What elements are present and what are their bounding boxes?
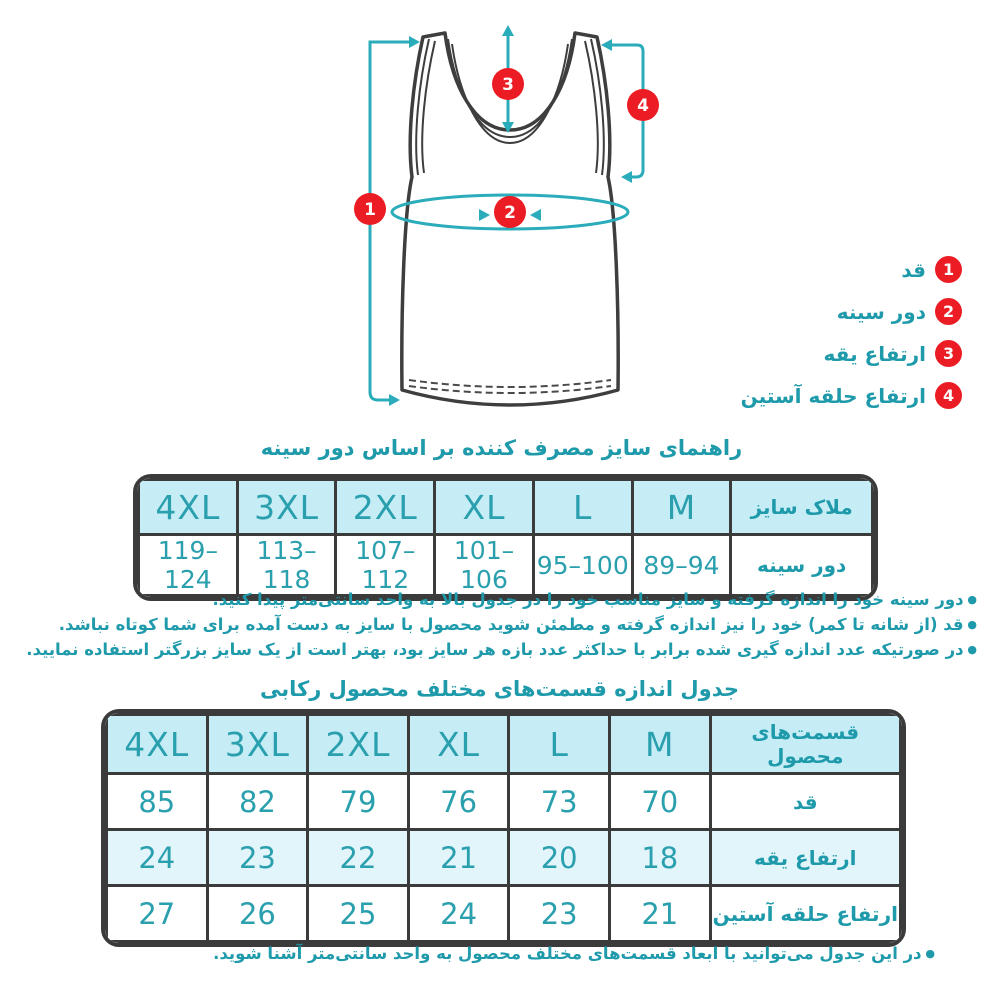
size-header: M <box>609 715 710 774</box>
value-cell: 73 <box>509 774 610 830</box>
value-cell: 27 <box>107 886 208 942</box>
legend-item-collar <box>824 340 962 367</box>
value-cell: 24 <box>408 886 509 942</box>
tank-top-diagram <box>325 12 685 424</box>
usage-notes <box>26 590 977 659</box>
chest-range-cell: 89–94 <box>632 535 731 596</box>
marker-3 <box>492 68 524 100</box>
legend-label: دور سینه <box>836 299 926 324</box>
arrowhead <box>409 36 420 48</box>
table-row-length <box>107 774 901 830</box>
table-row-collar <box>107 830 901 886</box>
svg-text:3: 3 <box>502 75 514 95</box>
value-cell: 79 <box>308 774 409 830</box>
legend-item-length <box>901 256 962 283</box>
arrowhead <box>389 394 400 406</box>
size-header: L <box>533 480 632 535</box>
size-header: 2XL <box>308 715 409 774</box>
marker-4 <box>627 89 659 121</box>
value-cell: 26 <box>207 886 308 942</box>
legend-label: ارتفاع یقه <box>823 341 926 366</box>
row-label-cell: ارتفاع حلقه آستین <box>710 886 900 942</box>
value-cell: 70 <box>609 774 710 830</box>
chest-range-cell: 101–106 <box>435 535 534 596</box>
table-row-armhole <box>107 886 901 942</box>
note-item: ● در صورتیکه عدد اندازه گیری شده برابر با حداکثر عدد بازه هر سایز بود، بهتر است از یک سایز بزرگتر استفاده نمایید. <box>26 640 977 659</box>
chest-range-cell: 107–112 <box>336 535 435 596</box>
svg-text:1: 1 <box>364 200 376 220</box>
size-header: M <box>632 480 731 535</box>
marker-2 <box>494 196 526 228</box>
table-row <box>139 535 873 596</box>
footer-note: ● در این جدول می‌توانید با ابعاد قسمت‌های مختلف محصول به واحد سانتی‌متر آشنا شوید. <box>213 944 935 963</box>
size-header: L <box>509 715 610 774</box>
value-cell: 18 <box>609 830 710 886</box>
value-cell: 22 <box>308 830 409 886</box>
svg-text:2: 2 <box>504 203 516 223</box>
legend-marker-1: 1 <box>935 256 962 283</box>
arrowhead <box>621 171 632 183</box>
table-header-row <box>139 480 873 535</box>
value-cell: 23 <box>509 886 610 942</box>
value-cell: 82 <box>207 774 308 830</box>
size-guide-table <box>133 474 878 601</box>
parts-table <box>101 709 906 947</box>
legend-item-armhole <box>741 382 962 409</box>
legend-label: قد <box>901 257 926 282</box>
value-cell: 76 <box>408 774 509 830</box>
chest-range-cell: 95–100 <box>533 535 632 596</box>
legend-item-chest <box>837 298 962 325</box>
legend-marker-3: 3 <box>935 340 962 367</box>
row-label-cell: دور سینه <box>731 535 873 596</box>
marker-1 <box>354 193 386 225</box>
row-label-cell: ارتفاع یقه <box>710 830 900 886</box>
size-header: 2XL <box>336 480 435 535</box>
svg-text:4: 4 <box>637 96 649 116</box>
size-guide-title: راهنمای سایز مصرف کننده بر اساس دور سینه <box>260 436 743 460</box>
size-header: XL <box>435 480 534 535</box>
note-item: ● دور سینه خود را اندازه گرفته و سایز مناسب خود را در جدول بالا به واحد سانتی‌متر پیدا کنید. <box>212 590 977 609</box>
criterion-header-cell: ملاک سایز <box>731 480 873 535</box>
value-cell: 21 <box>408 830 509 886</box>
value-cell: 85 <box>107 774 208 830</box>
size-header: 4XL <box>139 480 238 535</box>
size-header: XL <box>408 715 509 774</box>
value-cell: 23 <box>207 830 308 886</box>
value-cell: 24 <box>107 830 208 886</box>
row-label-cell: قد <box>710 774 900 830</box>
parts-header-cell: قسمت‌های محصول <box>710 715 900 774</box>
legend-marker-4: 4 <box>935 382 962 409</box>
arrowhead <box>502 25 514 36</box>
value-cell: 20 <box>509 830 610 886</box>
arrowhead <box>601 39 612 51</box>
note-item: ● قد (از شانه تا کمر) خود را نیز اندازه گرفته و مطمئن شوید محصول با سایز به دست آمده برای شما کوتاه نباشد. <box>59 615 977 634</box>
size-header: 3XL <box>237 480 336 535</box>
legend-marker-2: 2 <box>935 298 962 325</box>
legend-label: ارتفاع حلقه آستین <box>740 383 926 408</box>
measurement-legend <box>741 256 962 409</box>
table-header-row <box>107 715 901 774</box>
chest-range-cell: 113–118 <box>237 535 336 596</box>
size-header: 3XL <box>207 715 308 774</box>
chest-range-cell: 119–124 <box>139 535 238 596</box>
value-cell: 25 <box>308 886 409 942</box>
size-header: 4XL <box>107 715 208 774</box>
parts-table-title: جدول اندازه قسمت‌های مختلف محصول رکابی <box>260 677 739 701</box>
value-cell: 21 <box>609 886 710 942</box>
